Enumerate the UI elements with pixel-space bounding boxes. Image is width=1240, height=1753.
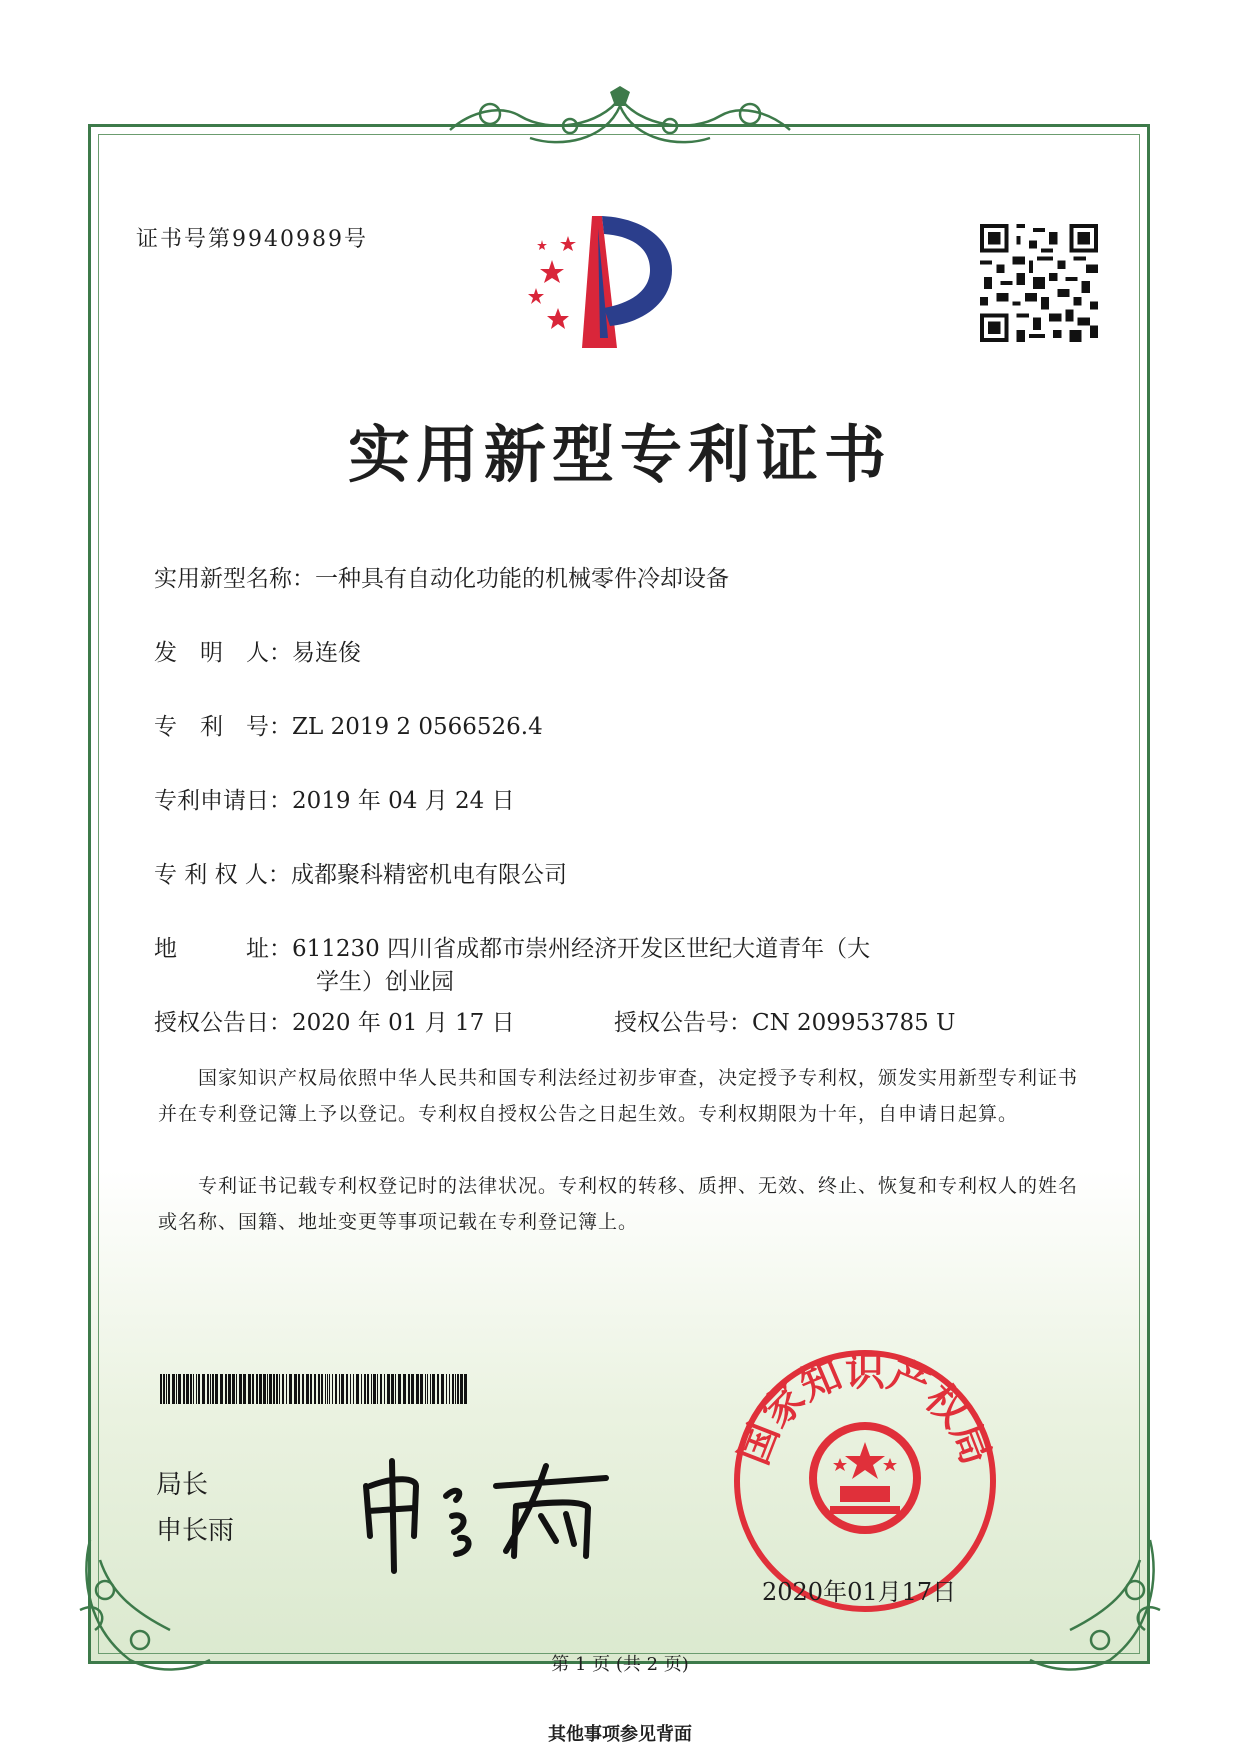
grant-date-row	[154, 1004, 515, 1037]
inventor-row	[154, 634, 361, 667]
filing-date-value: 2019 年 04 月 24 日	[292, 788, 515, 814]
certificate-title: 实用新型专利证书	[347, 418, 892, 491]
signatory-title: 局长	[156, 1470, 209, 1500]
patentee-value: 成都聚科精密机电有限公司	[290, 862, 567, 888]
filing-date-label: 专利申请日：	[154, 788, 292, 814]
grant-number-label: 授权公告号：	[614, 1010, 752, 1036]
address-line-1: 611230 四川省成都市崇州经济开发区世纪大道青年（大	[292, 936, 871, 962]
inventor-label: 发 明 人：	[154, 640, 292, 666]
grant-date-label: 授权公告日：	[154, 1010, 292, 1036]
grant-number-row	[614, 1004, 955, 1037]
paragraph-grant-statement: 国家知识产权局依照中华人民共和国专利法经过初步审查，决定授予专利权，颁发实用新型专利证书并在专利登记簿上予以登记。专利权自授权公告之日起生效。专利权期限为十年，自申请日起算。	[158, 1067, 1079, 1125]
patent-number-value: ZL 2019 2 0566526.4	[292, 714, 543, 740]
address-row	[154, 930, 870, 963]
cnipa-logo	[522, 208, 712, 358]
footer-note: 其他事项参见背面	[548, 1724, 692, 1745]
utility-model-name-label: 实用新型名称：	[154, 566, 315, 592]
patentee-row	[154, 856, 567, 889]
top-ornament	[430, 86, 810, 156]
qr-code	[980, 224, 1098, 342]
address-line-2: 学生）创业园	[316, 969, 454, 995]
seal-date: 2020年01月17日	[762, 1578, 957, 1606]
seal-text: 国家知识产权局	[730, 1348, 1000, 1471]
filing-date-row	[154, 782, 515, 815]
inventor-value: 易连俊	[292, 640, 361, 666]
patent-number-row	[154, 708, 543, 741]
page-number: 第 1 页 (共 2 页)	[551, 1654, 689, 1675]
grant-number-value: CN 209953785 U	[752, 1010, 956, 1036]
certificate-number: 证书号第9940989号	[136, 227, 368, 252]
barcode	[160, 1374, 468, 1404]
signatory-name: 申长雨	[156, 1516, 235, 1546]
grant-date-value: 2020 年 01 月 17 日	[292, 1010, 515, 1036]
utility-model-name-row	[154, 560, 729, 593]
handwritten-signature	[356, 1456, 626, 1576]
patentee-label: 专 利 权 人：	[154, 862, 291, 888]
address-label: 地 址：	[154, 936, 292, 962]
paragraph-legal-status: 专利证书记载专利权登记时的法律状况。专利权的转移、质押、无效、终止、恢复和专利权人的姓名或名称、国籍、地址变更等事项记载在专利登记簿上。	[158, 1175, 1079, 1233]
patent-number-label: 专 利 号：	[154, 714, 292, 740]
utility-model-name-value: 一种具有自动化功能的机械零件冷却设备	[315, 566, 729, 592]
